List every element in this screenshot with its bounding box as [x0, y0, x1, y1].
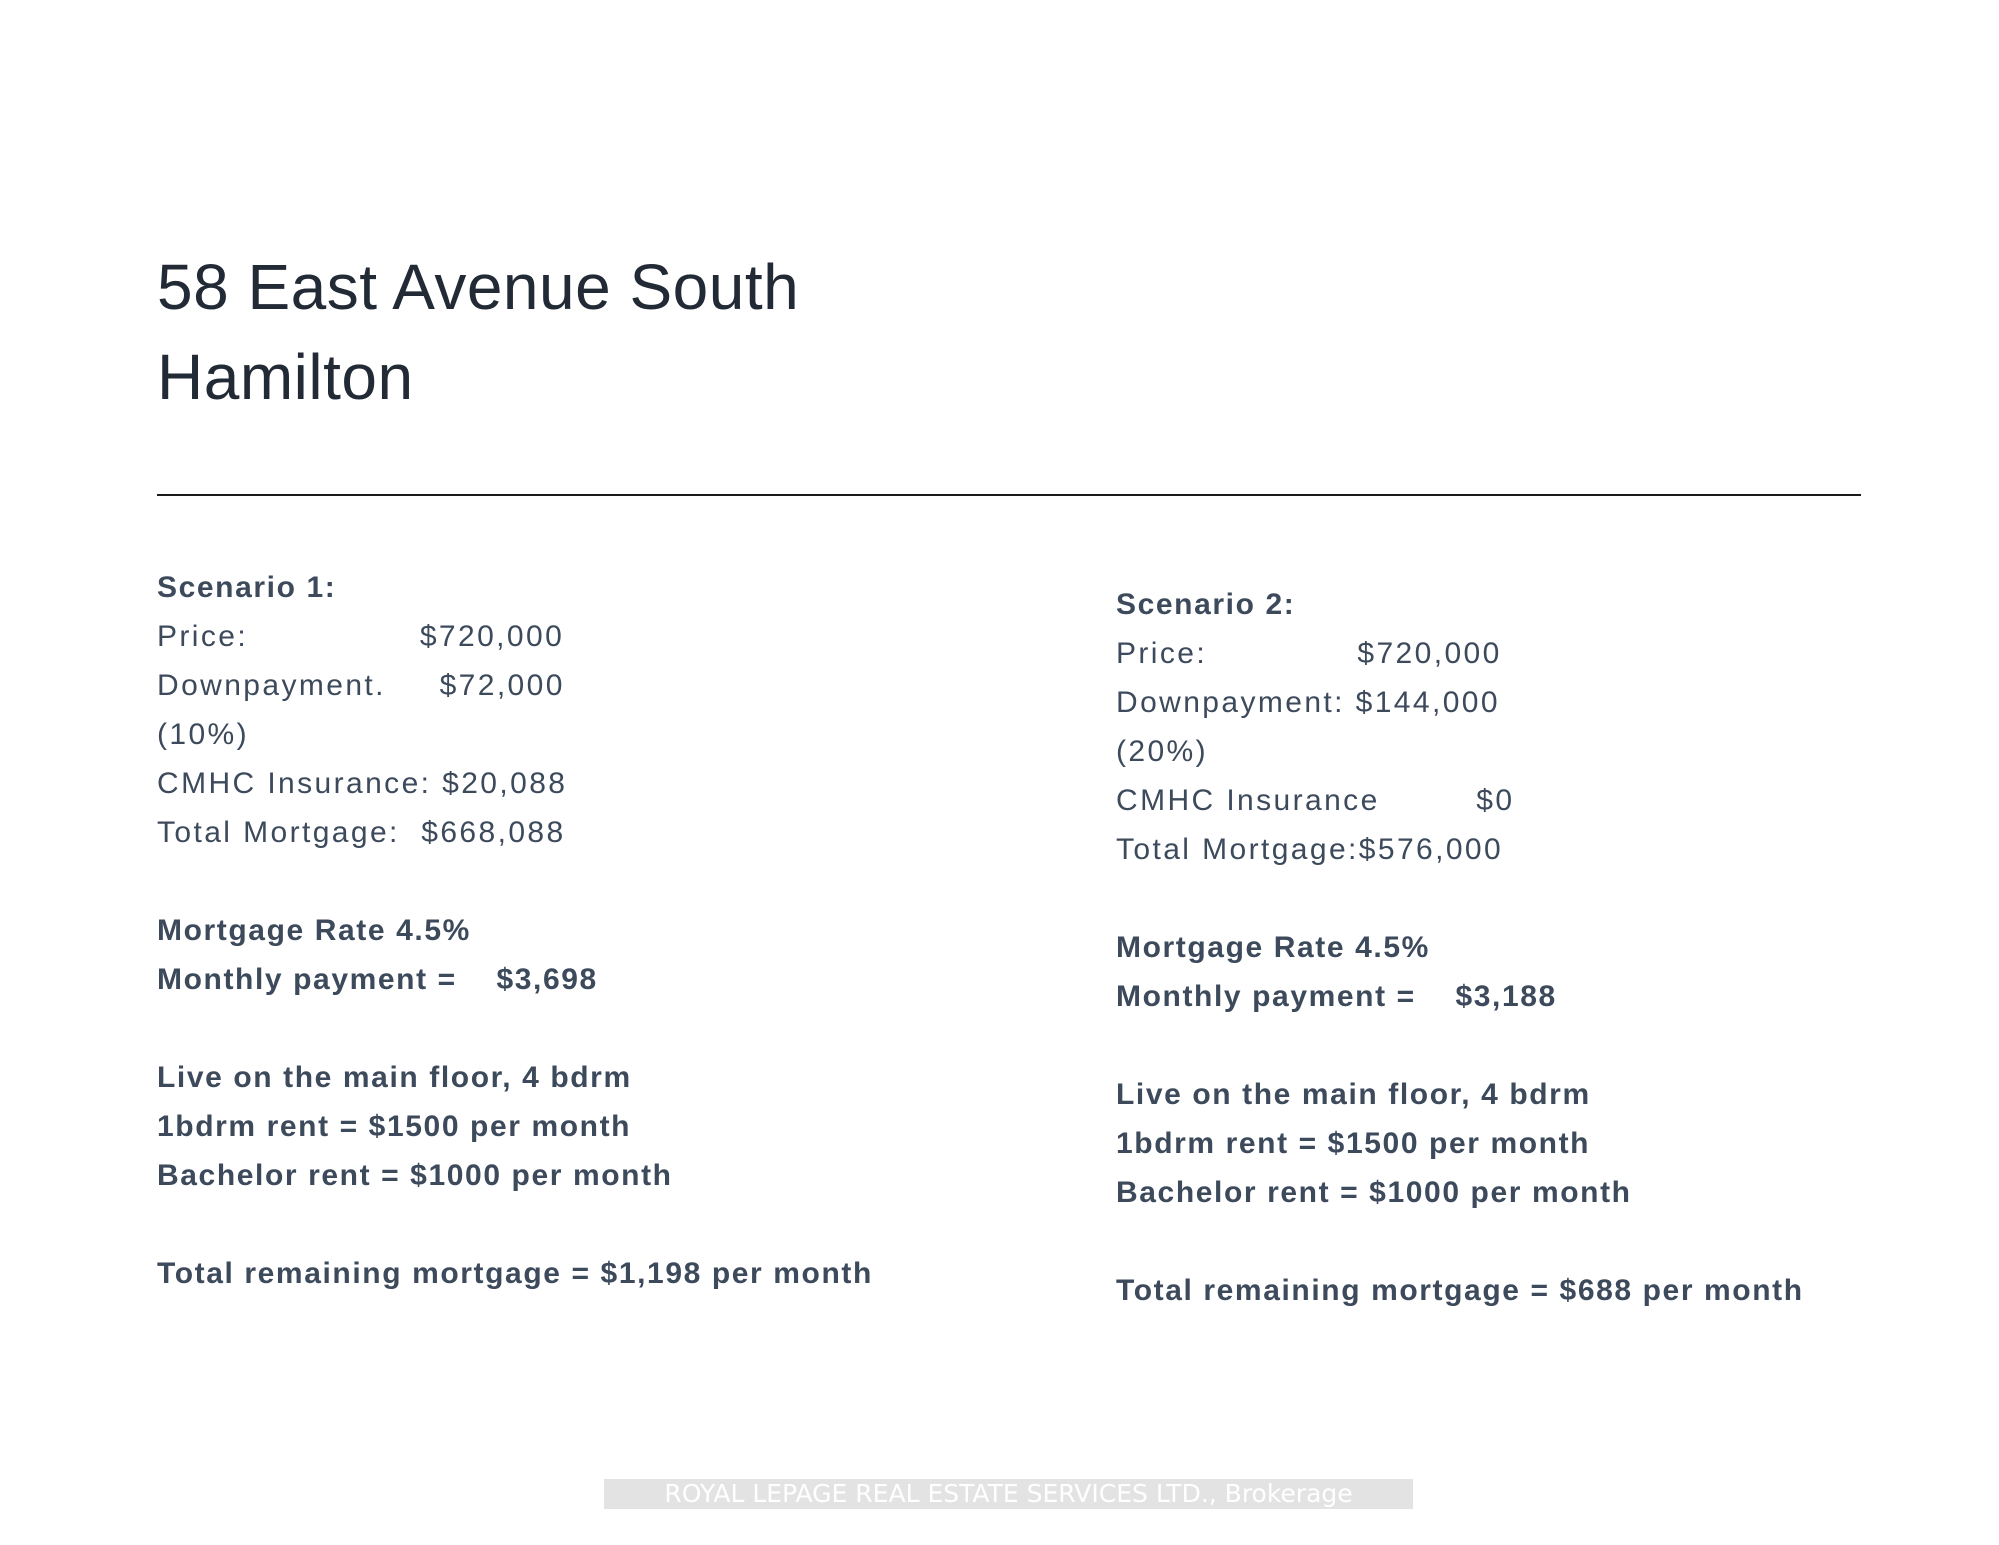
title-address: 58 East Avenue South [157, 251, 800, 323]
brokerage-watermark: ROYAL LEPAGE REAL ESTATE SERVICES LTD., Brokerage [604, 1479, 1413, 1509]
remaining-mortgage-line: Total remaining mortgage = $688 per month [1116, 1274, 1804, 1307]
downpayment-line: Downpayment. $72,000 [157, 669, 565, 702]
living-arrangement-line: Live on the main floor, 4 bdrm [157, 1061, 632, 1094]
scenario-2-block [1116, 580, 1804, 1315]
spacer [1116, 1217, 1804, 1266]
one-bedroom-rent-line: 1bdrm rent = $1500 per month [1116, 1127, 1591, 1160]
bachelor-rent-line: Bachelor rent = $1000 per month [157, 1159, 673, 1192]
downpayment-line: Downpayment: $144,000 [1116, 686, 1500, 719]
title-city: Hamilton [157, 341, 414, 413]
scenario-heading: Scenario 1: [157, 571, 337, 604]
page-title [157, 242, 799, 422]
spacer [157, 857, 873, 906]
spacer [157, 1200, 873, 1249]
divider [157, 494, 1861, 496]
mortgage-rate-line: Mortgage Rate 4.5% [157, 914, 471, 947]
cmhc-insurance-line: CMHC Insurance: $20,088 [157, 767, 568, 800]
spacer [1116, 874, 1804, 923]
living-arrangement-line: Live on the main floor, 4 bdrm [1116, 1078, 1591, 1111]
mortgage-rate-line: Mortgage Rate 4.5% [1116, 931, 1430, 964]
price-line: Price: $720,000 [1116, 637, 1502, 670]
spacer [1116, 1021, 1804, 1070]
bachelor-rent-line: Bachelor rent = $1000 per month [1116, 1176, 1632, 1209]
spacer [157, 1004, 873, 1053]
total-mortgage-line: Total Mortgage: $668,088 [157, 816, 566, 849]
downpayment-percent: (10%) [157, 718, 250, 751]
downpayment-percent: (20%) [1116, 735, 1209, 768]
remaining-mortgage-line: Total remaining mortgage = $1,198 per month [157, 1257, 873, 1290]
price-line: Price: $720,000 [157, 620, 565, 653]
scenario-heading: Scenario 2: [1116, 588, 1296, 621]
monthly-payment-line: Monthly payment = $3,698 [157, 963, 598, 996]
one-bedroom-rent-line: 1bdrm rent = $1500 per month [157, 1110, 632, 1143]
monthly-payment-line: Monthly payment = $3,188 [1116, 980, 1557, 1013]
cmhc-insurance-line: CMHC Insurance $0 [1116, 784, 1515, 817]
total-mortgage-line: Total Mortgage:$576,000 [1116, 833, 1504, 866]
scenario-1-block [157, 563, 873, 1298]
